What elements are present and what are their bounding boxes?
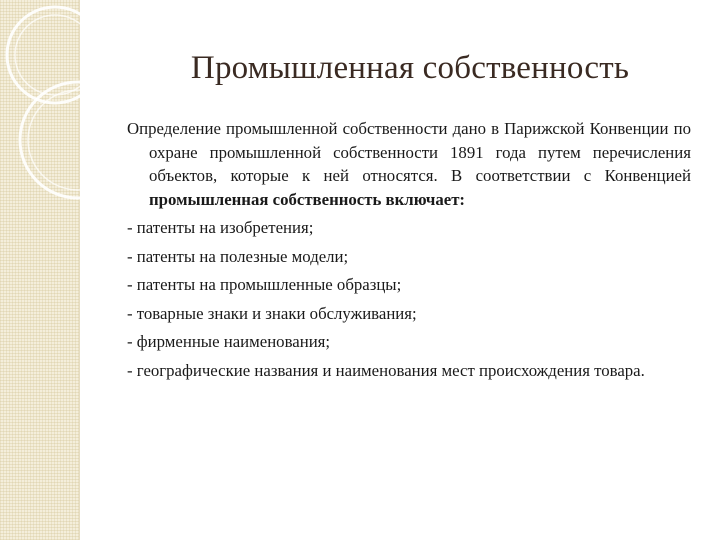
list-item: - патенты на полезные модели; — [127, 246, 349, 266]
definition-text: Определение промышленной собственности дано в Парижской Конвенции по охране промышленной собственности 1891 года путем перечисления объектов, которые к ней относятся. В соответствии с Конвенцией — [127, 119, 691, 185]
list-item: - патенты на промышленные образцы; — [127, 275, 402, 294]
list-item: - патенты на изобретения; — [127, 218, 314, 237]
list-item: - фирменные наименования; — [127, 332, 331, 351]
slide-title: Промышленная собственность — [190, 50, 630, 86]
list-item: - географические названия и наименования мест происхождения товара. — [127, 360, 645, 380]
list-item: - товарные знаки и знаки обслуживания; — [127, 303, 417, 323]
slide-body — [127, 117, 691, 382]
definition-bold-text: промышленная собственность включает: — [149, 189, 466, 209]
decorative-circles-icon — [0, 0, 130, 210]
definition-paragraph — [127, 117, 691, 211]
